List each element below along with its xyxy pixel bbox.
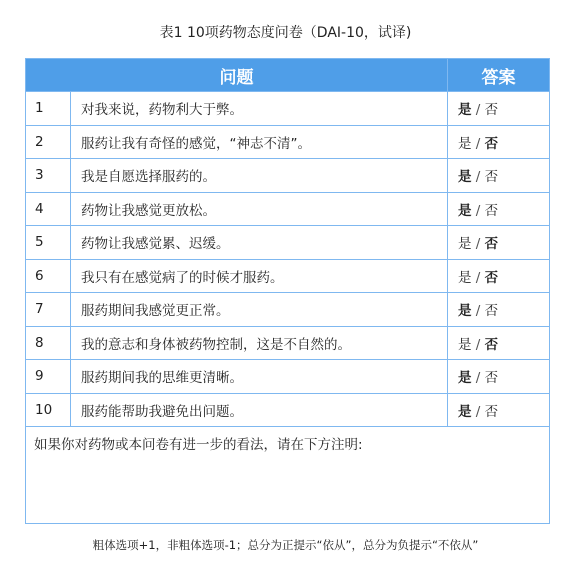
table-row (26, 326, 550, 360)
answer-yes: 是 (458, 102, 472, 119)
table-row (26, 293, 550, 327)
answer-separator: / (471, 202, 485, 219)
question-text: 我是自愿选择服药的。 (71, 159, 448, 193)
question-number: 7 (26, 293, 71, 327)
answer-separator: / (471, 169, 485, 186)
answer-yes: 是 (458, 336, 472, 353)
question-number: 3 (26, 159, 71, 193)
answer-no: 否 (484, 202, 499, 219)
question-text: 服药期间我感觉更正常。 (71, 293, 448, 327)
answer-no: 否 (484, 303, 499, 320)
answer-no: 否 (484, 135, 499, 152)
header-answer: 答案 (448, 59, 550, 92)
answer-no: 否 (484, 403, 499, 420)
table-row (26, 159, 550, 193)
answer-separator: / (471, 135, 485, 152)
answer-yes: 是 (458, 202, 472, 219)
question-number: 10 (26, 393, 71, 427)
question-number: 5 (26, 226, 71, 260)
question-number: 4 (26, 192, 71, 226)
answer-no: 否 (484, 269, 499, 286)
table-row (26, 259, 550, 293)
answer-options (448, 326, 550, 360)
answer-separator: / (471, 102, 485, 119)
answer-no: 否 (484, 370, 499, 387)
question-number: 8 (26, 326, 71, 360)
answer-options (448, 192, 550, 226)
question-text: 药物让我感觉累、迟缓。 (71, 226, 448, 260)
answer-options (448, 92, 550, 126)
question-text: 我的意志和身体被药物控制，这是不自然的。 (71, 326, 448, 360)
answer-separator: / (471, 336, 485, 353)
question-text: 药物让我感觉更放松。 (71, 192, 448, 226)
question-number: 9 (26, 360, 71, 394)
answer-options (448, 159, 550, 193)
scoring-footnote: 粗体选项+1，非粗体选项-1；总分为正提示“依从”，总分为负提示“不依从” (92, 538, 479, 552)
answer-no: 否 (484, 169, 499, 186)
answer-yes: 是 (458, 236, 472, 253)
answer-yes: 是 (458, 403, 472, 420)
question-text: 对我来说，药物利大于弊。 (71, 92, 448, 126)
question-text: 服药期间我的思维更清晰。 (71, 360, 448, 394)
answer-separator: / (471, 303, 485, 320)
question-text: 服药让我有奇怪的感觉，“神志不清”。 (71, 125, 448, 159)
answer-yes: 是 (458, 135, 472, 152)
answer-separator: / (471, 370, 485, 387)
answer-separator: / (471, 269, 485, 286)
answer-yes: 是 (458, 303, 472, 320)
note-cell: 如果你对药物或本问卷有进一步的看法，请在下方注明: (26, 427, 550, 524)
answer-no: 否 (484, 336, 499, 353)
header-question: 问题 (26, 59, 448, 92)
question-text: 我只有在感觉病了的时候才服药。 (71, 259, 448, 293)
answer-options (448, 293, 550, 327)
answer-options (448, 259, 550, 293)
answer-options (448, 226, 550, 260)
answer-no: 否 (484, 102, 499, 119)
question-number: 6 (26, 259, 71, 293)
answer-options (448, 393, 550, 427)
answer-options (448, 360, 550, 394)
answer-no: 否 (484, 236, 499, 253)
answer-yes: 是 (458, 269, 472, 286)
answer-yes: 是 (458, 169, 472, 186)
question-number: 2 (26, 125, 71, 159)
answer-separator: / (471, 403, 485, 420)
table-header-row (26, 59, 550, 92)
document-title: 表1 10项药物态度问卷（DAI-10，试译) (159, 25, 412, 41)
answer-options (448, 125, 550, 159)
table-body (26, 92, 550, 427)
questionnaire-table (25, 58, 550, 524)
table-row (26, 360, 550, 394)
table-row (26, 393, 550, 427)
question-number: 1 (26, 92, 71, 126)
table-row (26, 125, 550, 159)
answer-separator: / (471, 236, 485, 253)
table-row (26, 192, 550, 226)
answer-yes: 是 (458, 370, 472, 387)
table-row (26, 92, 550, 126)
question-text: 服药能帮助我避免出问题。 (71, 393, 448, 427)
note-row (26, 427, 550, 524)
table-row (26, 226, 550, 260)
